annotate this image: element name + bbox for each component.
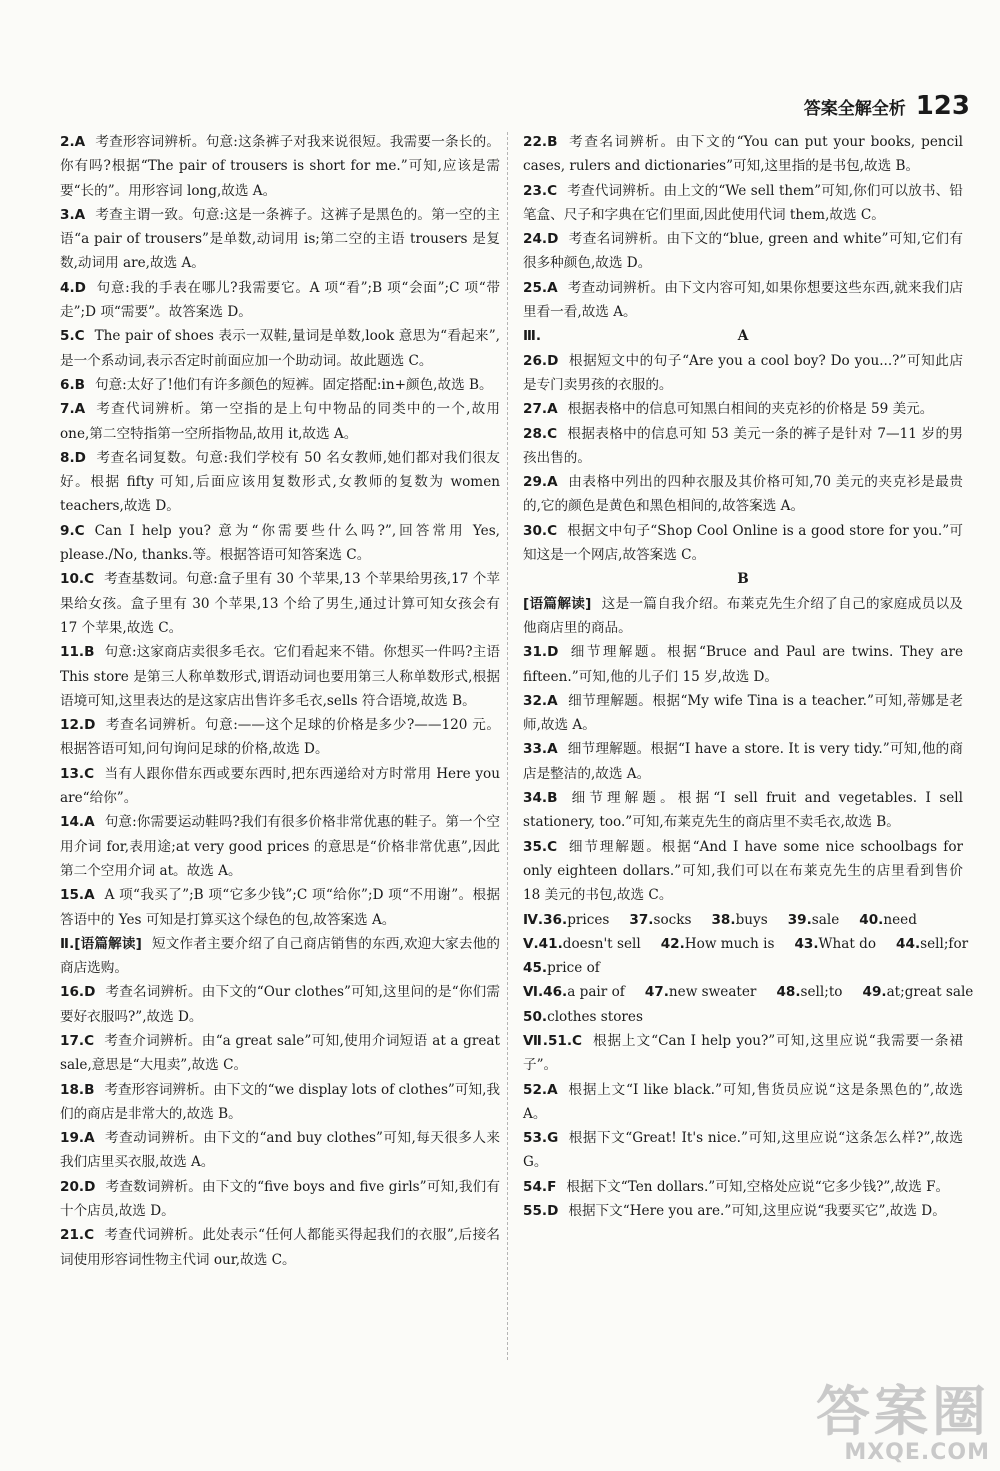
answer-explanation: 考查介词辨析。由“a great sale”可知,使用介词短语 at a great sale,意思是“大甩卖”,故选 C。	[60, 1032, 500, 1074]
answer-explanation: 考查代词辨析。此处表示“任何人都能买得起我们的衣服”,后接名词使用形容词性物主代词 our,故选 C。	[60, 1227, 500, 1268]
section-number: Ⅲ.	[523, 328, 542, 345]
answer-number: Ⅳ.36.	[523, 911, 568, 928]
answer-number: Ⅱ.[语篇解读]	[60, 935, 142, 952]
page-number: 123	[915, 91, 970, 121]
answer-explanation: 细节理解题。根据“I have a store. It is very tidy.”可知,他的商店是整洁的,故选 A。	[523, 741, 963, 782]
answer-number: 54.F	[523, 1178, 557, 1195]
answer-number: 14.A	[60, 814, 95, 831]
answer-number: 31.D	[523, 644, 559, 661]
answer-number: 21.C	[60, 1227, 95, 1244]
answer-number: 20.D	[60, 1178, 96, 1195]
answer-explanation: 考查代词辨析。由上文的“We sell them”可知,你们可以放书、铅笔盒、尺子和字典在它们里面,因此使用代词 them,故选 C。	[523, 182, 963, 223]
answer-number: 34.B	[523, 790, 558, 807]
answer-explanation: 根据表格中的信息可知 53 美元一条的裤子是针对 7—11 岁的男孩出售的。	[523, 425, 963, 466]
answer-text: How much is	[684, 935, 775, 952]
answer-item	[60, 203, 500, 276]
answer-text: at;great sale	[886, 984, 974, 1001]
answer-explanation: 由表格中列出的四种衣服及其价格可知,70 美元的夹克衫是最贵的,它的颜色是黄色和黑色相间的,故答案选 A。	[523, 474, 963, 515]
answer-item	[60, 1029, 500, 1078]
answer-text: buys	[735, 911, 768, 928]
answer-number: 24.D	[523, 231, 559, 248]
answer-explanation: 考查名词辨析。句意:——这个足球的价格是多少?——120 元。根据答语可知,问句询问足球的价格,故选 D。	[60, 717, 500, 758]
answer-item	[60, 932, 500, 981]
answer-number: 27.A	[523, 401, 558, 418]
answer-item	[60, 1078, 500, 1127]
answer-item	[60, 446, 500, 519]
answer-explanation: 考查动词辨析。由下文的“and buy clothes”可知,每天很多人来我们店里买衣服,故选 A。	[60, 1130, 500, 1171]
answer-number: 47.	[644, 984, 669, 1001]
watermark-logo: 答案圈	[816, 1380, 990, 1443]
answer-item	[60, 397, 500, 446]
answer-explanation: 根据表格中的信息可知黑白相间的夹克衫的价格是 59 美元。	[567, 401, 934, 418]
answer-number: 7.A	[60, 401, 86, 418]
answer-text: a pair of	[567, 984, 625, 1001]
answer-number: 4.D	[60, 279, 86, 296]
answer-number: 11.B	[60, 644, 95, 661]
answer-number: 8.D	[60, 449, 86, 466]
answer-number: 49.	[862, 984, 887, 1001]
part-label: B	[737, 571, 749, 588]
answer-text: sale	[811, 911, 840, 928]
answer-item	[523, 276, 963, 325]
answer-item	[60, 567, 500, 640]
header-title: 答案全解全析	[803, 98, 906, 119]
answer-number: 3.A	[60, 206, 86, 223]
answer-number: [语篇解读]	[523, 595, 592, 612]
answer-item	[60, 883, 500, 932]
answer-item	[60, 713, 500, 762]
answer-number: 6.B	[60, 376, 85, 393]
answer-item	[523, 1199, 963, 1223]
answer-item	[60, 640, 500, 713]
watermark-site: MXQE.COM	[844, 1440, 990, 1465]
answer-item	[523, 1175, 963, 1199]
answer-item	[523, 519, 963, 568]
short-answer-row	[523, 980, 974, 1004]
answer-item	[60, 1175, 500, 1224]
answer-explanation: 短文作者主要介绍了自己商店销售的东西,欢迎大家去他的商店选购。	[60, 935, 500, 977]
answer-number: 19.A	[60, 1130, 95, 1147]
answer-item	[523, 470, 963, 519]
answer-explanation: 考查名词复数。句意:我们学校有 50 名女教师,她们都对我们很友好。根据 fifty 可知,后面应该用复数形式,女教师的复数为 women teachers,故选 D。	[60, 449, 500, 515]
answer-explanation: 细节理解题。根据“My wife Tina is a teacher.”可知,蒂娜是老师,故选 A。	[523, 692, 963, 734]
answer-explanation: 句意:这家商店卖很多毛衣。它们看起来不错。你想买一件吗?主语 This store 是第三人称单数形式,谓语动词也要用第三人称单数形式,根据语境可知,这里表达的是这家店出售许多毛衣,sells 符合语境,故选 B。	[60, 644, 500, 709]
answer-number: 32.A	[523, 692, 558, 709]
answer-item	[523, 179, 963, 228]
part-label: A	[737, 328, 749, 345]
answer-item	[523, 1029, 963, 1078]
answer-item	[523, 737, 963, 786]
answer-item	[60, 130, 500, 203]
answer-number: 39.	[787, 911, 812, 928]
answer-number: 29.A	[523, 474, 558, 491]
answer-explanation: The pair of shoes 表示一双鞋,量词是单数,look 意思为“看起来”,是一个系动词,表示否定时前面应加一个助动词。故此题选 C。	[60, 328, 500, 369]
answer-number: 40.	[859, 911, 884, 928]
answer-text: sell;for	[920, 935, 969, 952]
answer-item	[60, 810, 500, 883]
answer-explanation: 考查动词辨析。由下文内容可知,如果你想要这些东西,就来我们店里看一看,故选 A。	[523, 279, 963, 321]
answer-number: Ⅴ.41.	[523, 935, 563, 952]
answer-text: price of	[547, 960, 600, 977]
left-column	[60, 130, 500, 1272]
answer-item	[60, 1223, 500, 1272]
answer-item	[523, 397, 963, 421]
answer-number: 16.D	[60, 984, 96, 1001]
answer-item	[523, 592, 963, 641]
answer-item	[60, 1126, 500, 1175]
answer-explanation: 考查名词辨析。由下文的“blue, green and white”可知,它们有很多种颜色,故选 D。	[523, 231, 963, 272]
page-header	[804, 86, 970, 126]
answer-explanation: 细节理解题。根据“And I have some nice schoolbags for only eighteen dollars.”可知,我们可以在布莱克先生的店里看到售价 18 美元的书包,故选 C。	[523, 838, 963, 904]
answer-number: Ⅶ.51.C	[523, 1032, 583, 1049]
answer-item	[523, 689, 963, 738]
answer-number: 43.	[794, 935, 819, 952]
answer-explanation: 句意:你需要运动鞋吗?我们有很多价格非常优惠的鞋子。第一个空用介词 for,表用途;at very good prices 的意思是“价格非常优惠”,因此第二个空用介词 at。故选 A。	[60, 814, 500, 879]
answer-explanation: 这是一篇自我介绍。布莱克先生介绍了自己的家庭成员以及他商店里的商品。	[523, 595, 963, 636]
answer-text: sell;to	[800, 984, 843, 1001]
answer-text: doesn't sell	[562, 935, 641, 952]
answer-item	[523, 422, 963, 471]
answer-explanation: 根据下文“Ten dollars.”可知,空格处应说“它多少钱?”,故选 F。	[566, 1178, 950, 1195]
answer-number: 13.C	[60, 765, 95, 782]
answer-item	[523, 227, 963, 276]
answer-explanation: 考查主谓一致。句意:这是一条裤子。这裤子是黑色的。第一空的主语“a pair of trousers”是单数,动词用 is;第二空的主语 trousers 是复数,动词用 are,故选 A。	[60, 206, 500, 272]
answer-explanation: 根据短文中的句子“Are you a cool boy? Do you...?”可知此店是专门卖男孩的衣服的。	[523, 352, 963, 393]
answer-number: 22.B	[523, 134, 558, 150]
answer-number: 30.C	[523, 522, 558, 539]
short-answer-row	[523, 956, 963, 980]
answer-number: 5.C	[60, 328, 85, 345]
answer-explanation: 考查形容词辨析。句意:这条裤子对我来说很短。我需要一条长的。你有吗?根据“The pair of trousers is short for me.”可知,应该是需要“长的”。用形容词 long,故选 A。	[60, 134, 500, 199]
answer-explanation: 根据上文“I like black.”可知,售货员应说“这是条黑色的”,故选 A。	[523, 1081, 963, 1122]
section-heading	[523, 324, 963, 348]
answer-number: 10.C	[60, 571, 95, 588]
answer-explanation: 当有人跟你借东西或要东西时,把东西递给对方时常用 Here you are“给你”。	[60, 765, 500, 807]
answer-number: 38.	[711, 911, 736, 928]
answer-item	[60, 276, 500, 325]
answer-text: prices	[567, 911, 610, 928]
answer-item	[523, 835, 963, 908]
answer-item	[523, 349, 963, 398]
answer-number: 26.D	[523, 352, 559, 369]
answer-number: 48.	[776, 984, 801, 1001]
answer-item	[60, 373, 500, 397]
short-answer-row	[523, 908, 963, 932]
answer-explanation: 根据上文“Can I help you?”可知,这里应说“我需要一条裙子”。	[523, 1032, 963, 1074]
answer-explanation: 根据下文“Great! It's nice.”可知,这里应说“这条怎么样?”,故选 G。	[523, 1130, 963, 1171]
answer-number: 42.	[660, 935, 685, 952]
answer-explanation: 细节理解题。根据“I sell fruit and vegetables. I sell stationery, too.”可知,布莱克先生的商店里不卖毛衣,故选 B。	[523, 790, 963, 831]
answer-number: Ⅵ.46.	[523, 984, 568, 1001]
answer-explanation: 考查名词辨析。由下文的“Our clothes”可知,这里问的是“你们需要好衣服吗?”,故选 D。	[60, 984, 500, 1025]
answer-number: 12.D	[60, 717, 96, 734]
answer-item	[523, 640, 963, 689]
answer-text: need	[883, 911, 917, 928]
answer-explanation: 考查代词辨析。第一空指的是上句中物品的同类中的一个,故用 one,第二空特指第一空所指物品,故用 it,故选 A。	[60, 401, 500, 442]
short-answer-row	[523, 932, 969, 956]
answer-text: clothes stores	[547, 1008, 643, 1025]
answer-text: new sweater	[668, 984, 757, 1001]
answer-explanation: 考查形容词辨析。由下文的“we display lots of clothes”可知,我们的商店是非常大的,故选 B。	[60, 1081, 500, 1122]
watermark	[816, 1380, 990, 1465]
answer-number: 18.B	[60, 1081, 95, 1098]
answer-number: 52.A	[523, 1081, 558, 1098]
answer-number: 45.	[523, 960, 548, 977]
answer-explanation: 考查数词辨析。由下文的“five boys and five girls”可知,我们有十个店员,故选 D。	[60, 1178, 500, 1220]
short-answer-row	[523, 1005, 963, 1029]
right-column	[523, 130, 974, 1223]
answer-item	[60, 519, 500, 568]
answer-explanation: 细节理解题。根据“Bruce and Paul are twins. They are fifteen.”可知,他的儿子们 15 岁,故选 D。	[523, 644, 963, 685]
answer-item	[60, 980, 500, 1029]
answer-number: 50.	[523, 1008, 548, 1025]
answer-text: socks	[653, 911, 692, 928]
column-divider	[507, 132, 508, 1360]
answer-explanation: 考查基数词。句意:盒子里有 30 个苹果,13 个苹果给男孩,17 个苹果给女孩。盒子里有 30 个苹果,13 个给了男生,通过计算可知女孩会有 17 个苹果,故选 C。	[60, 571, 500, 636]
answer-number: 37.	[629, 911, 654, 928]
answer-item	[60, 324, 500, 373]
answer-explanation: A 项“我买了”;B 项“它多少钱”;C 项“给你”;D 项“不用谢”。根据答语中的 Yes 可知是打算买这个绿色的包,故答案选 A。	[60, 887, 500, 928]
answer-number: 15.A	[60, 887, 95, 904]
answer-number: 23.C	[523, 182, 558, 199]
answer-item	[60, 762, 500, 811]
answer-number: 28.C	[523, 425, 558, 442]
answer-item	[523, 1078, 963, 1127]
answer-number: 35.C	[523, 838, 558, 855]
answer-explanation: 句意:太好了!他们有许多颜色的短裤。固定搭配:in+颜色,故选 B。	[94, 376, 493, 393]
answer-explanation: 根据下文“Here you are.”可知,这里应说“我要买它”,故选 D。	[568, 1203, 946, 1220]
answer-number: 33.A	[523, 741, 558, 758]
answer-explanation: 根据文中句子“Shop Cool Online is a good store for you.”可知这是一个网店,故答案选 C。	[523, 522, 963, 564]
answer-number: 44.	[896, 935, 921, 952]
answer-explanation: Can I help you? 意为“你需要些什么吗?”,回答常用 Yes, please./No, thanks.等。根据答语可知答案选 C。	[60, 522, 500, 564]
answer-number: 25.A	[523, 279, 558, 296]
answer-number: 55.D	[523, 1203, 559, 1220]
answer-item	[523, 130, 963, 179]
answer-explanation: 句意:我的手表在哪儿?我需要它。A 项“看”;B 项“会面”;C 项“带走”;D 项“需要”。故答案选 D。	[60, 279, 500, 321]
answer-text: What do	[818, 935, 877, 952]
answer-item	[523, 1126, 963, 1175]
answer-explanation: 考查名词辨析。由下文的“You can put your books, pencil cases, rulers and dictionaries”可知,这里指的是书包,故选 B。	[523, 134, 963, 175]
answer-number: 2.A	[60, 134, 86, 150]
answer-number: 9.C	[60, 522, 85, 539]
answer-number: 17.C	[60, 1032, 95, 1049]
answer-number: 53.G	[523, 1130, 559, 1147]
answer-item	[523, 786, 963, 835]
